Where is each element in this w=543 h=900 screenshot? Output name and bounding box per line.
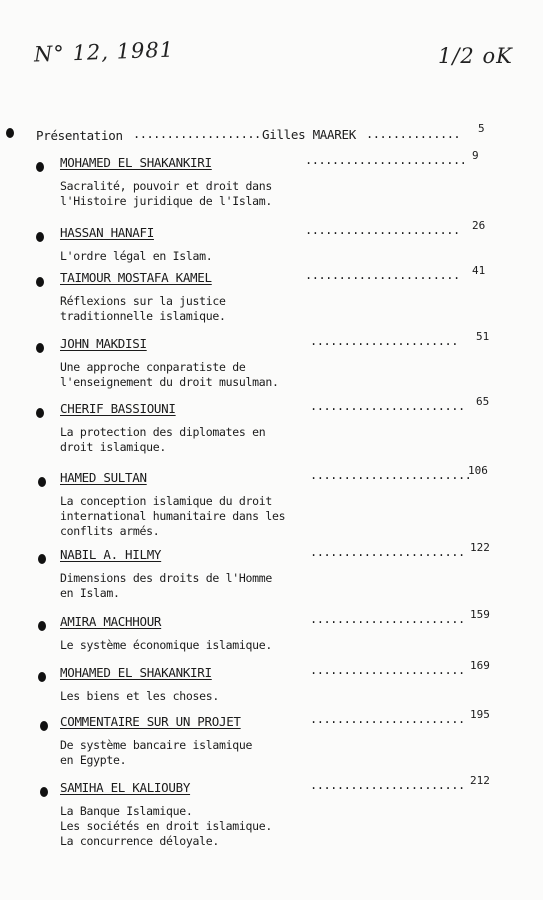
dot-leader: ........................: [310, 468, 472, 482]
page-number: 51: [476, 330, 490, 343]
page-number: 122: [470, 541, 490, 554]
dot-leader: ........................: [305, 153, 467, 167]
entry-title: Sacralité, pouvoir et droit dans l'Histoire juridique de l'Islam.: [60, 179, 272, 208]
entry-author: AMIRA MACHHOUR: [60, 614, 162, 629]
entry-title: La Banque Islamique. Les sociétés en droit islamique. La concurrence déloyale.: [60, 804, 272, 848]
entry-author: SAMIHA EL KALIOUBY: [60, 780, 191, 795]
page-number: 212: [470, 774, 490, 787]
bullet-icon: [36, 343, 44, 353]
entry-author: HAMED SULTAN: [60, 470, 147, 485]
entry-title: Réflexions sur la justice traditionnelle islamique.: [60, 294, 226, 323]
bullet-icon: [36, 277, 44, 287]
dot-leader: ..............: [366, 127, 461, 141]
dot-leader: .......................: [305, 268, 460, 282]
dot-leader: .......................: [310, 612, 465, 626]
page-number: 26: [472, 219, 486, 232]
entry-author: CHERIF BASSIOUNI: [60, 401, 176, 416]
bullet-icon: [36, 232, 44, 242]
bullet-icon: [38, 477, 46, 487]
dot-leader: .......................: [310, 712, 465, 726]
entry-author: JOHN MAKDISI: [60, 336, 147, 351]
entry-title: Le système économique islamique.: [60, 638, 272, 652]
dot-leader: .......................: [310, 663, 465, 677]
page-number: 159: [470, 608, 490, 621]
presentation-author: Gilles MAAREK: [262, 127, 356, 142]
entry-author: MOHAMED EL SHAKANKIRI: [60, 665, 212, 680]
bullet-icon: [36, 162, 44, 172]
page-number: 65: [476, 395, 490, 408]
dot-leader: .......................: [305, 223, 460, 237]
entry-author: NABIL A. HILMY: [60, 547, 162, 562]
handwritten-check-mark: 1/2 oK: [438, 44, 513, 68]
entry-author: HASSAN HANAFI: [60, 225, 154, 240]
bullet-icon: [38, 554, 46, 564]
entry-title: La conception islamique du droit international humanitaire dans les conflits armés.: [60, 494, 286, 538]
page-number: 9: [472, 149, 479, 162]
entry-title: Une approche conparatiste de l'enseignement du droit musulman.: [60, 360, 279, 389]
entry-title: La protection des diplomates en droit islamique.: [60, 425, 266, 454]
page-number: 106: [468, 464, 488, 477]
page-number: 5: [478, 122, 485, 135]
bullet-icon: [40, 721, 48, 731]
handwritten-issue-number: N° 12, 1981: [33, 37, 175, 67]
entry-title: De système bancaire islamique en Egypte.: [60, 738, 253, 767]
dot-leader: .......................: [310, 778, 465, 792]
entry-title: Les biens et les choses.: [60, 689, 219, 703]
dot-leader: .......................: [310, 399, 465, 413]
entry-title: Dimensions des droits de l'Homme en Islam.: [60, 571, 272, 600]
bullet-icon: [36, 408, 44, 418]
bullet-icon: [38, 672, 46, 682]
bullet-icon: [6, 128, 14, 138]
entry-author: COMMENTAIRE SUR UN PROJET: [60, 714, 241, 729]
presentation-label: Présentation: [36, 128, 123, 143]
entry-author: TAIMOUR MOSTAFA KAMEL: [60, 270, 212, 285]
page-number: 41: [472, 264, 486, 277]
page-number: 169: [470, 659, 490, 672]
bullet-icon: [40, 787, 48, 797]
entry-author: MOHAMED EL SHAKANKIRI: [60, 155, 212, 170]
dot-leader: ...................: [133, 127, 261, 141]
dot-leader: ......................: [310, 334, 458, 348]
entry-title: L'ordre légal en Islam.: [60, 249, 213, 263]
dot-leader: .......................: [310, 545, 465, 559]
bullet-icon: [38, 621, 46, 631]
page-number: 195: [470, 708, 490, 721]
